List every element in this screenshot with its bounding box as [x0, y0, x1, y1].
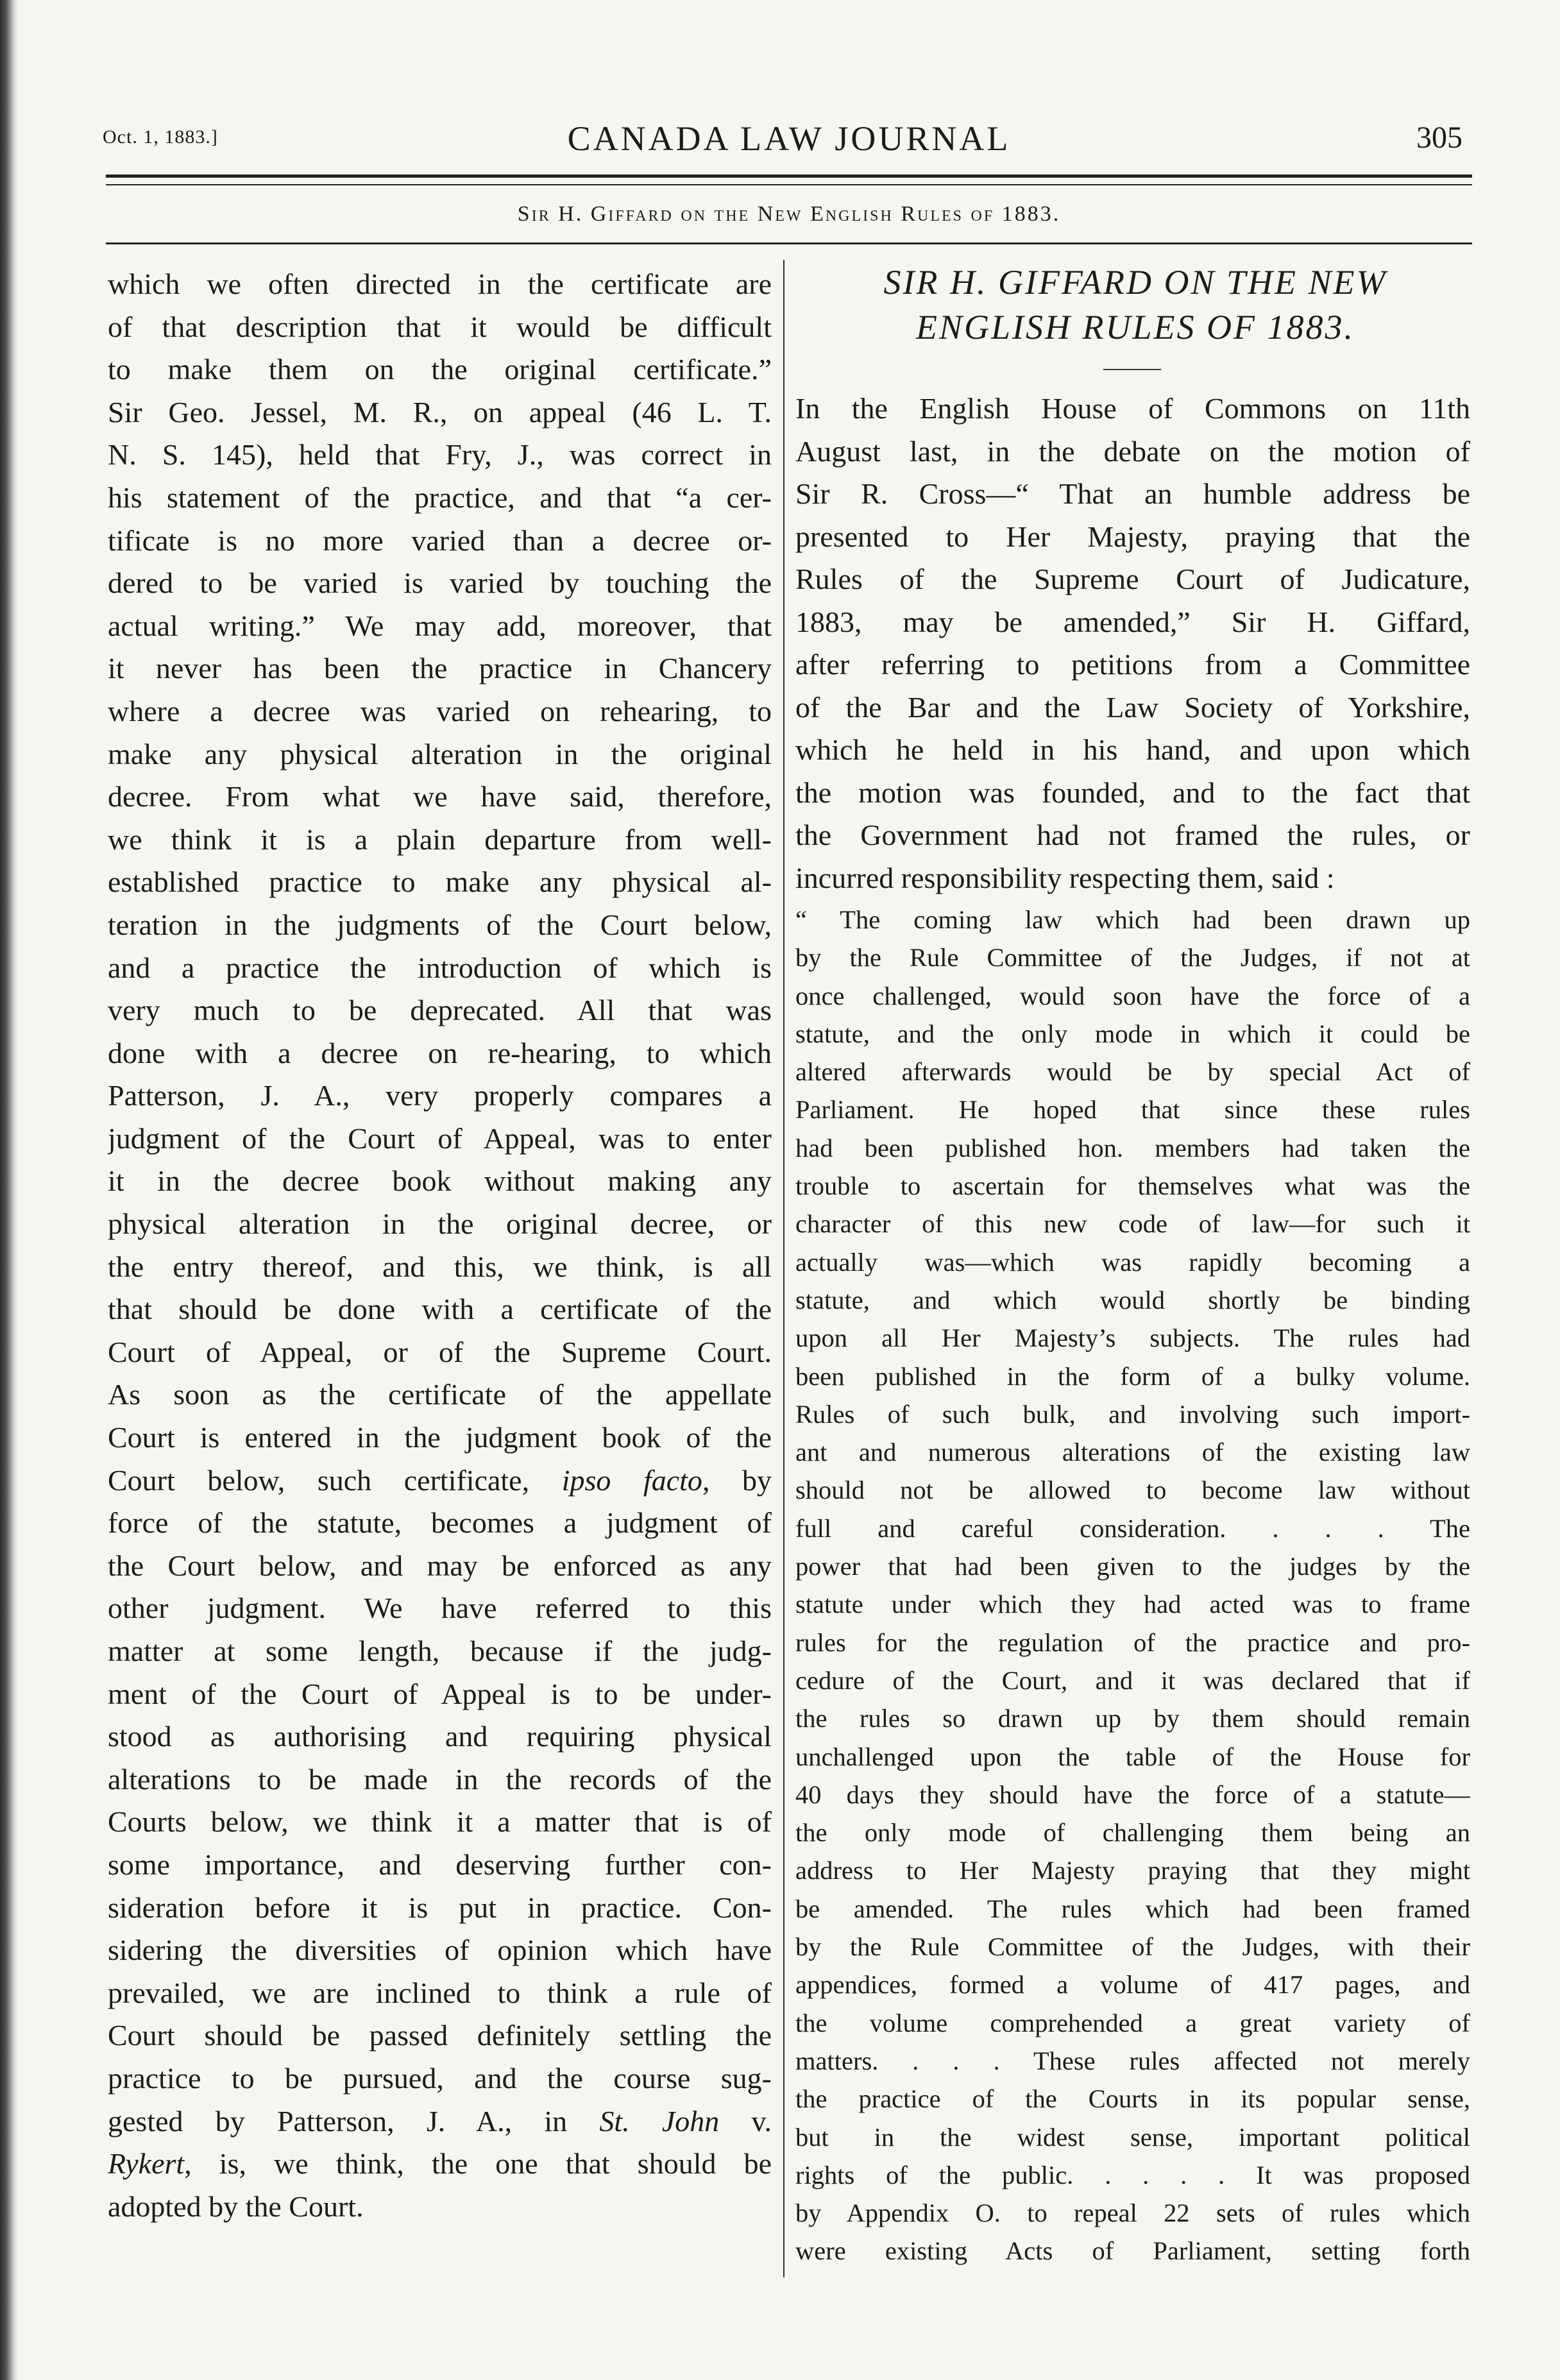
text-line: sideration before it is put in practice. Con- [108, 1891, 772, 1924]
subhead-rule [106, 242, 1472, 244]
text-line: prevailed, we are inclined to think a rule of [108, 1976, 772, 2009]
text-line: Rules of the Supreme Court of Judicature, [795, 563, 1470, 595]
text-line: the practice of the Courts in its popular sense, [795, 2084, 1470, 2114]
text-line: “ The coming law which had been drawn up [795, 905, 1470, 934]
text-line: very much to be deprecated. All that was [108, 994, 772, 1027]
text-line: appendices, formed a volume of 417 pages, and [795, 1970, 1470, 2000]
text-line: and a practice the introduction of which is [108, 951, 772, 984]
text-line: the entry thereof, and this, we think, is all [108, 1250, 772, 1283]
text-line: his statement of the practice, and that “a cer- [108, 480, 772, 514]
text-line: alterations to be made in the records of the [108, 1762, 772, 1796]
text-line: where a decree was varied on rehearing, to [108, 694, 772, 727]
text-line: gested by Patterson, J. A., in St. John v. [108, 2104, 772, 2138]
text-line: Sir R. Cross—“ That an humble address be [795, 477, 1470, 510]
text-line: practice to be pursued, and the course sug- [108, 2061, 772, 2095]
text-line: sidering the diversities of opinion which have [108, 1934, 772, 1967]
left-column [108, 263, 772, 2228]
text-line: Parliament. He hoped that since these rules [795, 1095, 1470, 1125]
text-line: teration in the judgments of the Court below, [108, 908, 772, 941]
article-title [795, 260, 1475, 350]
text-line: full and careful consideration. . . . The [795, 1513, 1470, 1543]
text-line: presented to Her Majesty, praying that the [795, 520, 1470, 553]
text-line: once challenged, would soon have the force of a [795, 981, 1470, 1010]
page-number: 305 [1416, 121, 1462, 155]
text-line: incurred responsibility respecting them, said : [795, 861, 1335, 894]
text-line: power that had been given to the judges by the [795, 1552, 1470, 1581]
text-line: of the Bar and the Law Society of Yorkshire, [795, 690, 1470, 724]
text-line: force of the statute, becomes a judgment of [108, 1506, 772, 1540]
text-line: the rules so drawn up by them should remain [795, 1704, 1470, 1733]
text-line: other judgment. We have referred to this [108, 1592, 772, 1625]
article-title-line-2: ENGLISH RULES OF 1883. [916, 308, 1355, 346]
text-line: statute, and the only mode in which it could be [795, 1019, 1470, 1048]
text-line: decree. From what we have said, therefore, [108, 780, 772, 813]
right-column-quote [795, 901, 1470, 2270]
text-line: Court should be passed definitely settling the [108, 2019, 772, 2052]
text-line: adopted by the Court. [108, 2189, 364, 2223]
text-line: the volume comprehended a great variety of [795, 2008, 1470, 2037]
text-line: by the Rule Committee of the Judges, with their [795, 1932, 1470, 1962]
text-line: upon all Her Majesty’s subjects. The rules had [795, 1323, 1470, 1353]
text-line: actual writing.” We may add, moreover, that [108, 609, 772, 642]
text-line: which we often directed in the certificate are [108, 268, 772, 300]
issue-date: Oct. 1, 1883.] [103, 126, 218, 148]
text-line: by the Rule Committee of the Judges, if not at [795, 943, 1470, 973]
text-line: rights of the public. . . . . It was proposed [795, 2160, 1470, 2189]
text-line: rules for the regulation of the practice and pro- [795, 1628, 1470, 1657]
text-line: matter at some length, because if the judg- [108, 1635, 772, 1667]
text-line: actually was—which was rapidly becoming a [795, 1247, 1470, 1277]
text-line: it in the decree book without making any [108, 1164, 772, 1198]
text-line: N. S. 145), held that Fry, J., was correct in [108, 438, 772, 472]
text-line: the Court below, and may be enforced as any [108, 1549, 772, 1582]
text-line: which he held in his hand, and upon which [795, 733, 1470, 766]
article-title-line-1: SIR H. GIFFARD ON THE NEW [883, 263, 1387, 302]
section-subhead: Sir H. Giffard on the New English Rules of 1883. [517, 202, 1061, 226]
text-line: ant and numerous alterations of the existing law [795, 1438, 1470, 1467]
text-line: statute, and which would shortly be binding [795, 1285, 1470, 1314]
column-divider [783, 260, 784, 2277]
text-line: Rykert, is, we think, the one that should be [108, 2147, 772, 2180]
text-line: make any physical alteration in the original [108, 737, 772, 770]
text-line: 1883, may be amended,” Sir H. Giffard, [795, 605, 1470, 638]
text-line: August last, in the debate on the motion of [795, 434, 1470, 468]
text-line: established practice to make any physical al- [108, 865, 772, 899]
journal-title: CANADA LAW JOURNAL [567, 119, 1011, 158]
text-line: tificate is no more varied than a decree or- [108, 523, 772, 557]
text-line: trouble to ascertain for themselves what was the [795, 1171, 1470, 1201]
running-head [103, 119, 1475, 164]
text-line: but in the widest sense, important political [795, 2122, 1470, 2152]
scan-edge-shadow [0, 0, 18, 2380]
text-line: Court below, such certificate, ipso facto, by [108, 1463, 772, 1497]
title-rule [1103, 369, 1161, 370]
header-double-rule [106, 174, 1472, 185]
text-line: the only mode of challenging them being an [795, 1818, 1470, 1848]
text-line: Courts below, we think it a matter that is of [108, 1805, 772, 1839]
text-line: address to Her Majesty praying that they might [795, 1856, 1470, 1885]
text-line: should not be allowed to become law without [795, 1475, 1470, 1505]
text-line: character of this new code of law—for such it [795, 1209, 1470, 1239]
text-line: of that description that it would be difficult [108, 310, 772, 343]
text-line: 40 days they should have the force of a statute— [795, 1780, 1470, 1809]
text-line: As soon as the certificate of the appellate [108, 1378, 772, 1411]
text-line: had been published hon. members had taken the [795, 1133, 1470, 1162]
text-line: Court is entered in the judgment book of the [108, 1421, 772, 1454]
text-line: were existing Acts of Parliament, setting forth [795, 2236, 1470, 2266]
text-line: it never has been the practice in Chancery [108, 652, 772, 685]
text-line: Patterson, J. A., very properly compares a [108, 1079, 772, 1112]
text-line: the motion was founded, and to the fact that [795, 776, 1470, 809]
text-line: we think it is a plain departure from well- [108, 822, 772, 856]
text-line: ment of the Court of Appeal is to be under- [108, 1677, 772, 1710]
text-line: judgment of the Court of Appeal, was to enter [108, 1121, 772, 1155]
text-line: unchallenged upon the table of the House for [795, 1742, 1470, 1771]
text-line: matters. . . . These rules affected not merely [795, 2046, 1470, 2075]
text-line: dered to be varied is varied by touching the [108, 566, 772, 600]
text-line: In the English House of Commons on 11th [795, 392, 1470, 425]
text-line: be amended. The rules which had been framed [795, 1894, 1470, 1923]
text-line: after referring to petitions from a Committee [795, 648, 1470, 681]
text-line: been published in the form of a bulky volume. [795, 1361, 1470, 1391]
text-line: Sir Geo. Jessel, M. R., on appeal (46 L. T. [108, 395, 772, 429]
text-line: stood as authorising and requiring physical [108, 1720, 772, 1753]
text-line: that should be done with a certificate of the [108, 1293, 772, 1326]
text-line: some importance, and deserving further con- [108, 1848, 772, 1881]
text-line: done with a decree on re-hearing, to which [108, 1036, 772, 1069]
text-line: statute under which they had acted was to frame [795, 1590, 1470, 1619]
right-column-intro [795, 387, 1470, 899]
text-line: the Government had not framed the rules, or [795, 819, 1470, 851]
text-line: physical alteration in the original decree, or [108, 1207, 772, 1241]
text-line: altered afterwards would be by special Act of [795, 1057, 1470, 1087]
text-line: Court of Appeal, or of the Supreme Court. [108, 1335, 772, 1368]
text-line: by Appendix O. to repeal 22 sets of rules which [795, 2198, 1470, 2228]
text-line: cedure of the Court, and it was declared that if [795, 1665, 1470, 1695]
text-line: Rules of such bulk, and involving such import- [795, 1399, 1470, 1429]
text-line: to make them on the original certificate.” [108, 353, 772, 386]
